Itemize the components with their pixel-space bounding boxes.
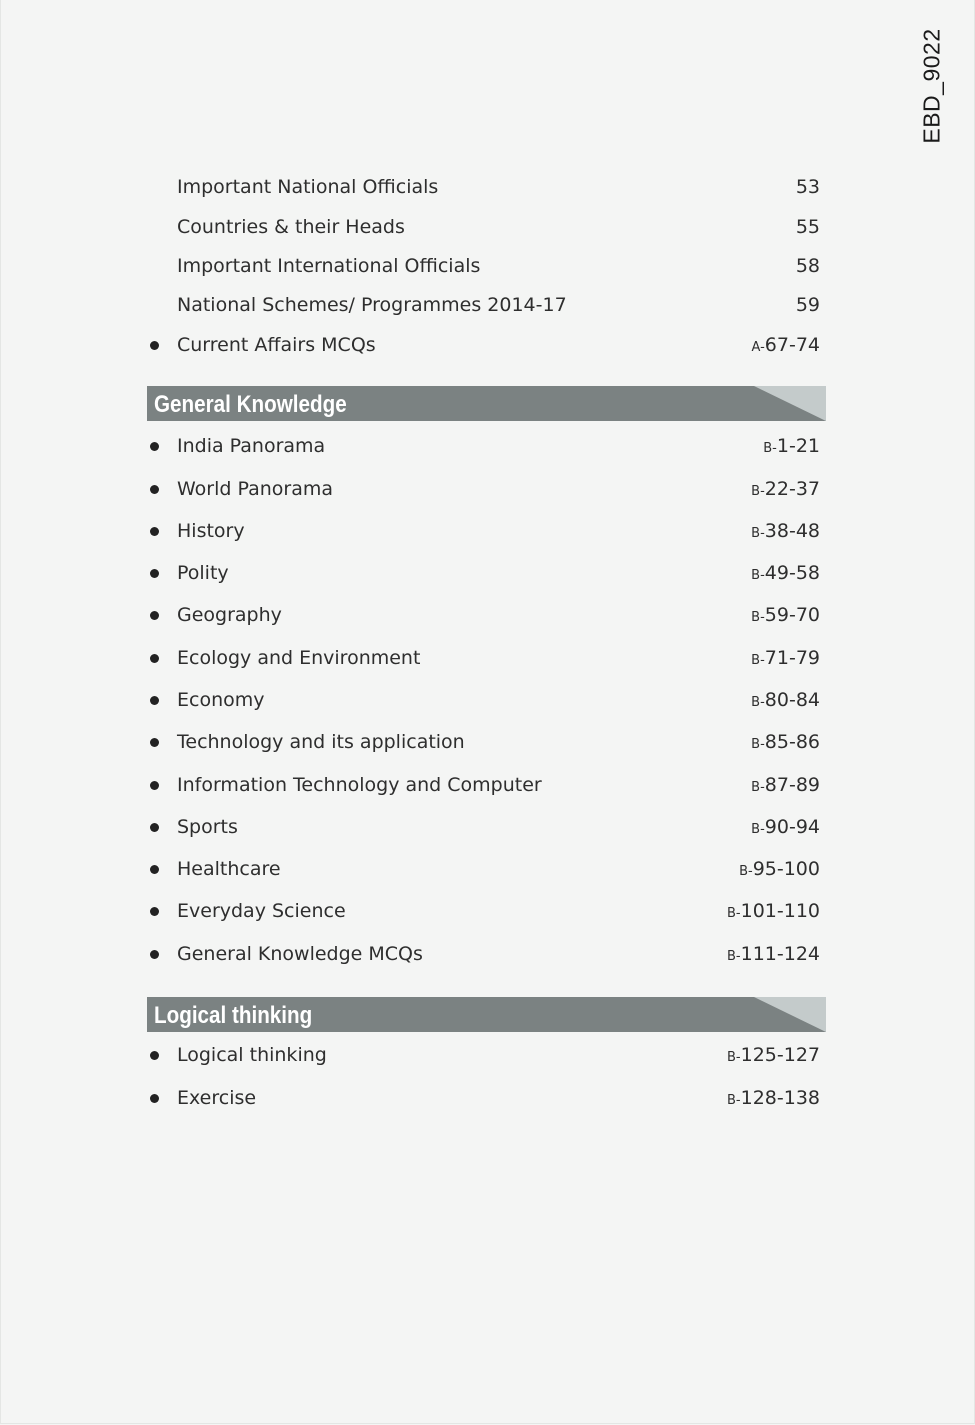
bullet-icon xyxy=(150,907,159,916)
bullet-icon xyxy=(150,781,159,790)
toc-page: 55 xyxy=(795,216,820,238)
toc-label: Important National Officials xyxy=(177,176,439,198)
toc-label: Logical thinking xyxy=(177,1044,327,1066)
toc-label: Geography xyxy=(177,604,282,626)
toc-label: General Knowledge MCQs xyxy=(177,943,423,965)
toc-page: B-22-37 xyxy=(751,478,820,500)
toc-page: 58 xyxy=(795,255,820,277)
section-header-general-knowledge xyxy=(147,386,826,421)
toc-label: Current Affairs MCQs xyxy=(177,334,376,356)
toc-row[interactable] xyxy=(147,600,826,630)
toc-row[interactable] xyxy=(147,939,826,969)
toc-page: B-125-127 xyxy=(727,1044,820,1066)
toc-label: Exercise xyxy=(177,1087,257,1109)
header-corner-triangle xyxy=(754,997,826,1032)
toc-page: B-128-138 xyxy=(727,1087,820,1109)
toc-row[interactable] xyxy=(147,474,826,504)
toc-label: Ecology and Environment xyxy=(177,647,421,669)
bullet-icon xyxy=(150,696,159,705)
toc-row[interactable] xyxy=(147,251,826,281)
toc-label: Countries & their Heads xyxy=(177,216,405,238)
toc-page: B-95-100 xyxy=(739,858,820,880)
bullet-icon xyxy=(150,950,159,959)
toc-row[interactable] xyxy=(147,516,826,546)
toc-page: A-67-74 xyxy=(751,334,820,356)
toc-row[interactable] xyxy=(147,290,826,320)
toc-page: B-85-86 xyxy=(751,731,820,753)
toc-page: B-59-70 xyxy=(751,604,820,626)
section-header-logical-thinking xyxy=(147,997,826,1032)
toc-page: 59 xyxy=(795,294,820,316)
toc-label: Technology and its application xyxy=(177,731,465,753)
section-title: General Knowledge xyxy=(154,391,347,418)
toc-page: B-49-58 xyxy=(751,562,820,584)
toc-label: Economy xyxy=(177,689,265,711)
bullet-icon xyxy=(150,654,159,663)
bullet-icon xyxy=(150,738,159,747)
bullet-icon xyxy=(150,485,159,494)
bullet-icon xyxy=(150,341,159,350)
toc-row[interactable] xyxy=(147,896,826,926)
bullet-icon xyxy=(150,865,159,874)
toc-row[interactable] xyxy=(147,685,826,715)
bullet-icon xyxy=(150,1094,159,1103)
toc-page: B-38-48 xyxy=(751,520,820,542)
toc-page: B-80-84 xyxy=(751,689,820,711)
bullet-icon xyxy=(150,569,159,578)
header-corner-triangle xyxy=(754,386,826,421)
toc-row[interactable] xyxy=(147,643,826,673)
toc-page: B-87-89 xyxy=(751,774,820,796)
toc-label: Everyday Science xyxy=(177,900,346,922)
toc-page: B-90-94 xyxy=(751,816,820,838)
toc-row[interactable] xyxy=(147,330,826,360)
toc-row[interactable] xyxy=(147,172,826,202)
toc-row[interactable] xyxy=(147,212,826,242)
toc-page: B-71-79 xyxy=(751,647,820,669)
toc-label: National Schemes/ Programmes 2014-17 xyxy=(177,294,567,316)
bullet-icon xyxy=(150,442,159,451)
toc-row[interactable] xyxy=(147,431,826,461)
toc-row[interactable] xyxy=(147,727,826,757)
toc-label: History xyxy=(177,520,245,542)
toc-row[interactable] xyxy=(147,558,826,588)
toc-row[interactable] xyxy=(147,1040,826,1070)
toc-row[interactable] xyxy=(147,812,826,842)
toc-row[interactable] xyxy=(147,854,826,884)
bullet-icon xyxy=(150,823,159,832)
bullet-icon xyxy=(150,1051,159,1060)
toc-page: B-111-124 xyxy=(727,943,820,965)
toc-page: 53 xyxy=(795,176,820,198)
toc-label: World Panorama xyxy=(177,478,334,500)
section-title: Logical thinking xyxy=(154,1002,313,1029)
toc-label: Sports xyxy=(177,816,238,838)
toc-label: Polity xyxy=(177,562,229,584)
toc-label: Information Technology and Computer xyxy=(177,774,542,796)
toc-label: India Panorama xyxy=(177,435,326,457)
document-code: EBD_9022 xyxy=(918,28,945,144)
toc-row[interactable] xyxy=(147,770,826,800)
toc-label: Healthcare xyxy=(177,858,281,880)
toc-row[interactable] xyxy=(147,1083,826,1113)
toc-label: Important International Officials xyxy=(177,255,481,277)
toc-page: B-101-110 xyxy=(727,900,820,922)
bullet-icon xyxy=(150,527,159,536)
bullet-icon xyxy=(150,611,159,620)
toc-page: B-1-21 xyxy=(763,435,820,457)
